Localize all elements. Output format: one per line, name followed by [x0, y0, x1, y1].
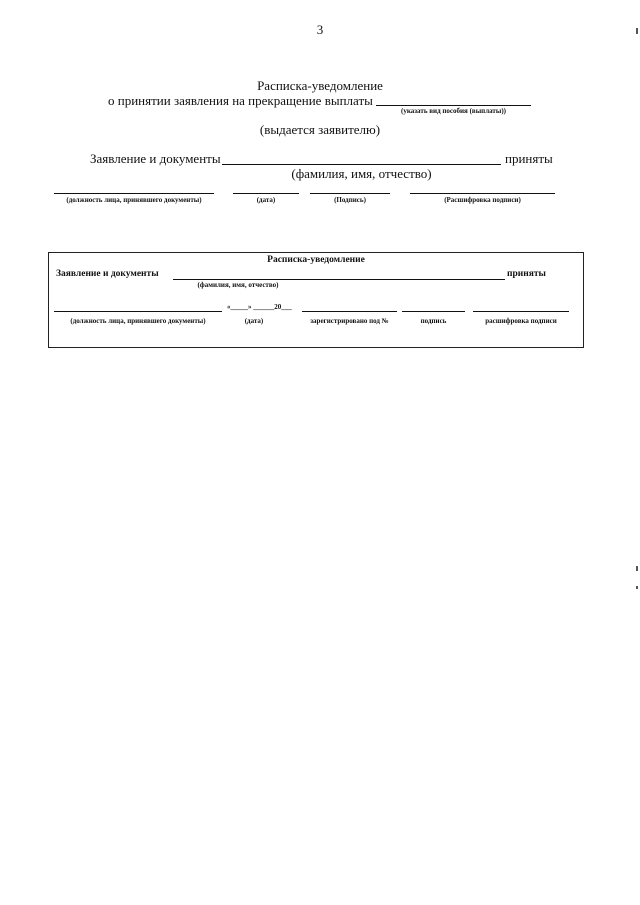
receipt-subtitle: о принятии заявления на прекращение выплаты [108, 93, 373, 108]
tear-off-receipt [48, 252, 584, 348]
tear-off-position-label: (должность лица, принявшего документы) [70, 317, 206, 325]
page-number: 3 [316, 22, 324, 37]
tear-off-reg-number-field[interactable] [302, 311, 397, 312]
signature-label: (Подпись) [334, 196, 366, 204]
benefit-type-hint: (указать вид пособия (выплаты)) [400, 107, 507, 115]
tear-off-docs-label: Заявление и документы [56, 269, 159, 279]
tear-off-accepted-label: приняты [507, 269, 546, 279]
tear-off-signature-field[interactable] [402, 311, 465, 312]
docs-label: Заявление и документы [90, 151, 221, 166]
accepted-label: приняты [505, 151, 553, 166]
tear-off-date-label: (дата) [244, 317, 264, 325]
applicant-name-field[interactable] [222, 164, 501, 165]
tear-off-signature-decode-field[interactable] [473, 311, 569, 312]
tear-off-applicant-field[interactable] [173, 279, 505, 280]
issued-to-note: (выдается заявителю) [259, 122, 381, 137]
tear-off-title: Расписка-уведомление [267, 255, 365, 265]
scan-mark [636, 566, 638, 571]
date-field[interactable] [233, 193, 299, 194]
scan-mark [636, 28, 638, 34]
tear-off-position-field[interactable] [54, 311, 222, 312]
signature-decode-label: (Расшифровка подписи) [444, 196, 521, 204]
date-label: (дата) [256, 196, 276, 204]
signature-decode-field[interactable] [410, 193, 555, 194]
tear-off-reg-number-label: зарегистрировано под № [310, 317, 389, 325]
signature-field[interactable] [310, 193, 390, 194]
tear-off-signature-decode-label: расшифровка подписи [485, 317, 557, 325]
position-label: (должность лица, принявшего документы) [66, 196, 202, 204]
receipt-title: Расписка-уведомление [257, 78, 383, 93]
tear-off-date-field[interactable]: «_____» ______20___ [227, 303, 292, 311]
benefit-type-field[interactable] [376, 105, 531, 106]
scan-mark [636, 586, 638, 589]
position-field[interactable] [54, 193, 214, 194]
tear-off-fio-hint: (фамилия, имя, отчество) [197, 281, 279, 289]
tear-off-signature-label: подпись [420, 317, 447, 325]
fio-hint: (фамилия, имя, отчество) [291, 166, 432, 181]
